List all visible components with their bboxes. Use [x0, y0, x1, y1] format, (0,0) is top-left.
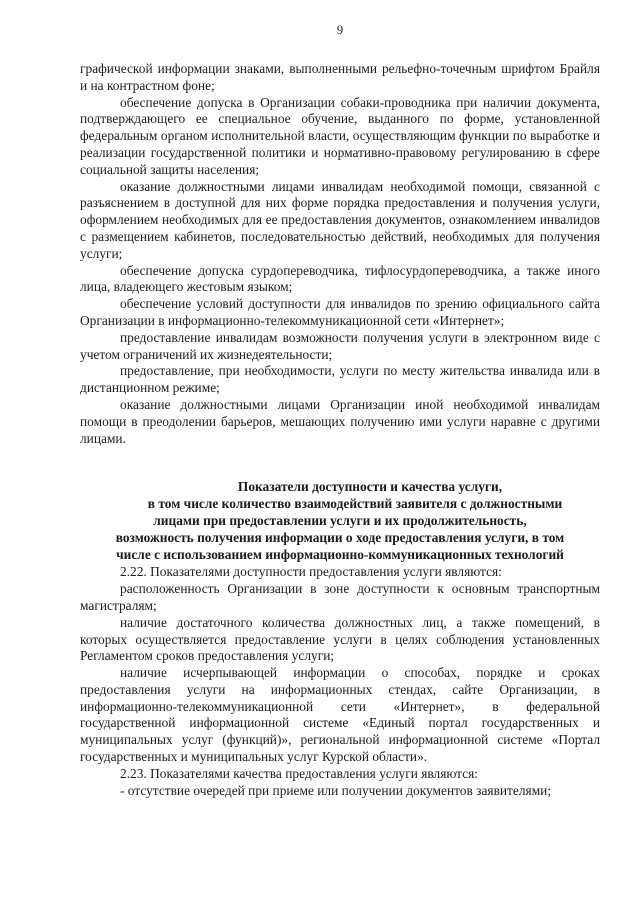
paragraph: - отсутствие очередей при приеме или получении документов заявителями;: [120, 782, 552, 798]
paragraph: 2.22. Показателями доступности предоставления услуги являются:: [120, 564, 502, 580]
paragraph: наличие достаточного количества должностных лиц, а также помещений, в которых осуществляется предоставление услуги в целях соблюдения установленных Регламентом сроков предоставления услуги;: [80, 614, 600, 664]
document-body: [80, 61, 600, 799]
paragraph: оказание должностными лицами инвалидам необходимой помощи, связанной с разъяснением в доступной для них форме порядка предоставления и получения услуги, оформлением необходимых для ее предоставления документов, ознакомлением инвалидов с размещением кабинетов, последовательностью действий, необходимых для получения услуги;: [80, 178, 600, 261]
paragraph: обеспечение условий доступности для инвалидов по зрению официального сайта Организации в информационно-телекоммуникационной сети «Интернет»;: [80, 296, 600, 328]
page-number: 9: [336, 23, 344, 37]
heading-line: числе с использованием информационно-коммуникационных технологий: [116, 546, 564, 562]
paragraph: наличие исчерпывающей информации о способах, порядке и сроках предоставления услуги на информационных стендах, сайте Организации, в информационно-телекоммуникационной сети «Интернет», в федеральной государственной информационной системе «Единый портал государственных и муниципальных услуг (функций)», региональной информационной системе «Портал государственных и муниципальных услуг Курской области».: [80, 665, 600, 765]
paragraph: предоставление инвалидам возможности получения услуги в электронном виде с учетом ограничений их жизнедеятельности;: [80, 329, 600, 362]
paragraph: расположенность Организации в зоне доступности к основным транспортным магистралям;: [80, 581, 600, 613]
heading-line: Показатели доступности и качества услуги,: [237, 479, 503, 495]
section-heading: [80, 479, 600, 563]
heading-line: лицами при предоставлении услуги и их продолжительность,: [153, 512, 527, 528]
paragraph: графической информации знаками, выполненными рельефно-точечным шрифтом Брайля и на контрастном фоне;: [80, 61, 600, 93]
paragraph: 2.23. Показателями качества предоставления услуги являются:: [120, 765, 479, 781]
paragraph: обеспечение допуска в Организации собаки-проводника при наличии документа, подтверждающего ее специальное обучение, выданного по форме, установленной федеральным органом исполнительной власти, осуществляющим функции по выработке и реализации государственной политики и нормативно-правовому регулированию в сфере социальной защиты населения;: [80, 94, 600, 177]
paragraph: обеспечение допуска сурдопереводчика, тифлосурдопереводчика, а также иного лица, владеющего жестовым языком;: [80, 262, 600, 295]
paragraph: предоставление, при необходимости, услуги по месту жительства инвалида или в дистанционном режиме;: [80, 363, 600, 396]
paragraph: оказание должностными лицами Организации иной необходимой инвалидам помощи в преодолении барьеров, мешающих получению ими услуги наравне с другими лицами.: [80, 396, 600, 446]
heading-line: возможность получения информации о ходе предоставления услуги, в том: [115, 529, 565, 545]
heading-line: в том числе количество взаимодействий заявителя с должностными: [147, 496, 563, 512]
document-page: [80, 0, 600, 905]
